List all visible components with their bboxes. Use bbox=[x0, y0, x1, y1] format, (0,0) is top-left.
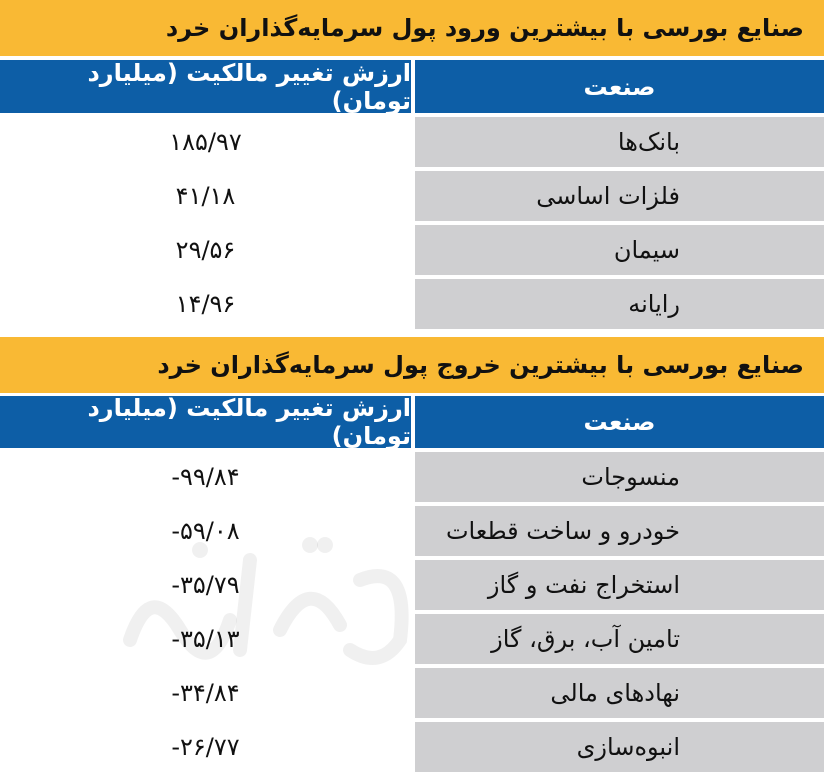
table-cell-industry: استخراج نفت و گاز bbox=[415, 560, 824, 610]
table-row bbox=[0, 452, 824, 502]
table-row bbox=[0, 668, 824, 718]
table-cell-industry: تامین آب، برق، گاز bbox=[415, 614, 824, 664]
table-cell-industry: سیمان bbox=[415, 225, 824, 275]
table-cell-industry: خودرو و ساخت قطعات bbox=[415, 506, 824, 556]
inflow-section bbox=[0, 0, 824, 334]
table-cell-value: ۴۱/۱۸ bbox=[0, 171, 411, 221]
table-cell-industry: منسوجات bbox=[415, 452, 824, 502]
outflow-header-row bbox=[0, 396, 824, 448]
table-row bbox=[0, 225, 824, 275]
table-cell-industry: نهادهای مالی bbox=[415, 668, 824, 718]
outflow-header-value: ارزش تغییر مالکیت (میلیارد تومان) bbox=[0, 396, 411, 448]
table-cell-value: -۳۵/۷۹ bbox=[0, 560, 411, 610]
table-row bbox=[0, 560, 824, 610]
inflow-header-value: ارزش تغییر مالکیت (میلیارد تومان) bbox=[0, 60, 411, 113]
table-cell-value: -۵۹/۰۸ bbox=[0, 506, 411, 556]
table-cell-value: ۱۴/۹۶ bbox=[0, 279, 411, 329]
outflow-title: صنایع بورسی با بیشترین خروج پول سرمایه‌گذاران خرد bbox=[0, 337, 824, 393]
table-cell-value: -۲۶/۷۷ bbox=[0, 722, 411, 772]
table-cell-value: -۳۵/۱۳ bbox=[0, 614, 411, 664]
table-cell-industry: بانک‌ها bbox=[415, 117, 824, 167]
outflow-header-industry: صنعت bbox=[415, 396, 824, 448]
table-cell-industry: انبوه‌سازی bbox=[415, 722, 824, 772]
table-cell-value: -۳۴/۸۴ bbox=[0, 668, 411, 718]
table-cell-value: ۱۸۵/۹۷ bbox=[0, 117, 411, 167]
inflow-title: صنایع بورسی با بیشترین ورود پول سرمایه‌گذاران خرد bbox=[0, 0, 824, 56]
table-cell-value: ۲۹/۵۶ bbox=[0, 225, 411, 275]
table-cell-industry: فلزات اساسی bbox=[415, 171, 824, 221]
table-row bbox=[0, 117, 824, 167]
table-row bbox=[0, 171, 824, 221]
table-cell-industry: رایانه bbox=[415, 279, 824, 329]
table-row bbox=[0, 279, 824, 329]
outflow-section bbox=[0, 337, 824, 775]
inflow-header-row bbox=[0, 60, 824, 113]
table-row bbox=[0, 722, 824, 772]
inflow-header-industry: صنعت bbox=[415, 60, 824, 113]
table-row bbox=[0, 614, 824, 664]
table-row bbox=[0, 506, 824, 556]
table-cell-value: -۹۹/۸۴ bbox=[0, 452, 411, 502]
